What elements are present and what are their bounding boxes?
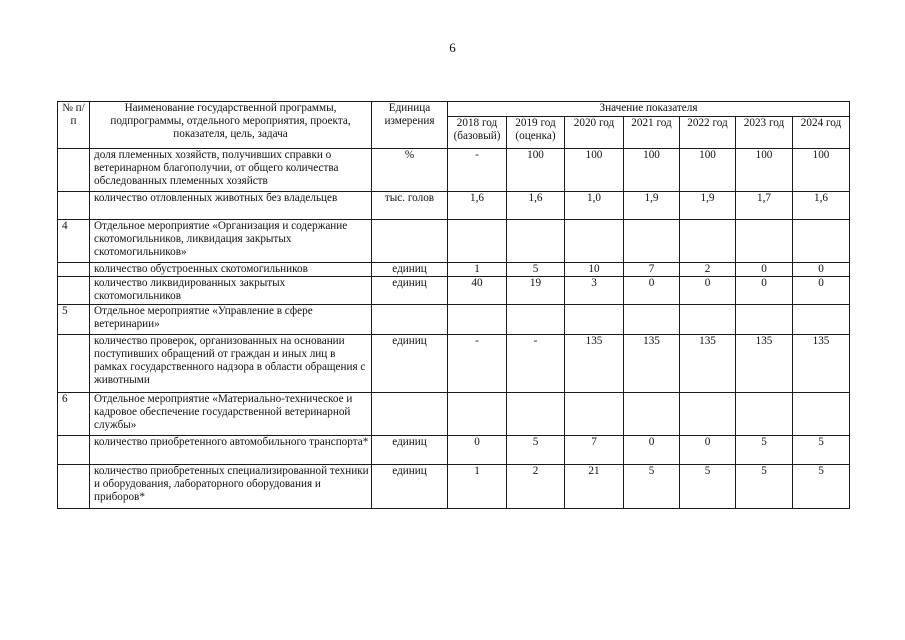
row-value: 0 [680, 436, 736, 465]
header-num: № п/п [58, 102, 90, 149]
table-row [58, 305, 850, 335]
row-value [793, 305, 850, 335]
row-value: 1,0 [565, 192, 624, 220]
row-value [793, 393, 850, 436]
row-value: 135 [736, 335, 793, 393]
row-value [448, 393, 507, 436]
row-unit: тыс. голов [372, 192, 448, 220]
row-value [565, 305, 624, 335]
table-row [58, 393, 850, 436]
row-value: 0 [680, 277, 736, 305]
row-num [58, 436, 90, 465]
row-value: 135 [793, 335, 850, 393]
header-year: 2024 год [793, 117, 850, 149]
table-row [58, 220, 850, 263]
row-unit [372, 305, 448, 335]
row-unit: единиц [372, 263, 448, 277]
row-value: 1 [448, 465, 507, 509]
row-value [507, 393, 565, 436]
row-value: 0 [793, 277, 850, 305]
table-row [58, 277, 850, 305]
row-name: доля племенных хозяйств, получивших справки о ветеринарном благополучии, от общего количества обследованных племенных хозяйств [90, 149, 372, 192]
row-value: 135 [680, 335, 736, 393]
row-num [58, 263, 90, 277]
row-value: 5 [793, 465, 850, 509]
row-value [565, 393, 624, 436]
row-value [624, 220, 680, 263]
row-value [680, 305, 736, 335]
row-value: 40 [448, 277, 507, 305]
row-num: 5 [58, 305, 90, 335]
row-value: 5 [507, 436, 565, 465]
row-num [58, 149, 90, 192]
row-value: - [448, 149, 507, 192]
row-value: 135 [624, 335, 680, 393]
row-value: 1,7 [736, 192, 793, 220]
row-value: 1,9 [624, 192, 680, 220]
row-value [448, 220, 507, 263]
header-name: Наименование государственной программы, подпрограммы, отдельного мероприятия, проекта, показателя, цель, задача [90, 102, 372, 149]
row-num: 6 [58, 393, 90, 436]
row-name: Отдельное мероприятие «Материально-техническое и кадровое обеспечение государственной ветеринарной службы» [90, 393, 372, 436]
row-name: количество ликвидированных закрытых скотомогильников [90, 277, 372, 305]
row-value: 7 [565, 436, 624, 465]
row-unit: единиц [372, 335, 448, 393]
row-value: 2 [507, 465, 565, 509]
row-unit: % [372, 149, 448, 192]
row-value: 100 [736, 149, 793, 192]
header-value-group: Значение показателя [448, 102, 850, 117]
row-unit [372, 393, 448, 436]
header-year: 2022 год [680, 117, 736, 149]
header-year: 2018 год (базовый) [448, 117, 507, 149]
row-value: 135 [565, 335, 624, 393]
row-num [58, 465, 90, 509]
header-year: 2023 год [736, 117, 793, 149]
row-value: 1,6 [448, 192, 507, 220]
row-name: Отдельное мероприятие «Организация и содержание скотомогильников, ликвидация закрытых скотомогильников» [90, 220, 372, 263]
row-value [680, 220, 736, 263]
row-unit: единиц [372, 465, 448, 509]
row-value: 7 [624, 263, 680, 277]
row-num [58, 277, 90, 305]
header-year: 2019 год (оценка) [507, 117, 565, 149]
row-value: 5 [507, 263, 565, 277]
table-row [58, 465, 850, 509]
row-value: 5 [680, 465, 736, 509]
row-value [793, 220, 850, 263]
row-num [58, 192, 90, 220]
row-value: 1,6 [793, 192, 850, 220]
row-value [624, 305, 680, 335]
row-value [507, 305, 565, 335]
row-value: 10 [565, 263, 624, 277]
row-name: количество проверок, организованных на основании поступивших обращений от граждан и иных лиц в рамках государственного надзора в области обращения с животными [90, 335, 372, 393]
row-value: 5 [736, 436, 793, 465]
row-name: Отдельное мероприятие «Управление в сфере ветеринарии» [90, 305, 372, 335]
row-value: 100 [565, 149, 624, 192]
row-value: 0 [624, 436, 680, 465]
row-unit [372, 220, 448, 263]
row-value [448, 305, 507, 335]
table-row [58, 335, 850, 393]
row-value: 100 [624, 149, 680, 192]
row-num: 4 [58, 220, 90, 263]
row-value: 2 [680, 263, 736, 277]
row-value: 100 [793, 149, 850, 192]
row-value: 19 [507, 277, 565, 305]
row-value [507, 220, 565, 263]
row-value: 0 [448, 436, 507, 465]
row-value [736, 393, 793, 436]
row-value [736, 305, 793, 335]
table-row [58, 149, 850, 192]
row-value [736, 220, 793, 263]
row-name: количество приобретенного автомобильного транспорта* [90, 436, 372, 465]
indicators-table [57, 101, 850, 509]
row-name: количество приобретенных специализированной техники и оборудования, лабораторного оборудования и приборов* [90, 465, 372, 509]
row-value: 0 [624, 277, 680, 305]
row-value: 1,6 [507, 192, 565, 220]
row-value: 100 [507, 149, 565, 192]
row-unit: единиц [372, 277, 448, 305]
row-value [624, 393, 680, 436]
row-unit: единиц [372, 436, 448, 465]
header-year: 2021 год [624, 117, 680, 149]
row-name: количество отловленных животных без владельцев [90, 192, 372, 220]
row-value [565, 220, 624, 263]
row-value: 5 [793, 436, 850, 465]
row-value: 5 [624, 465, 680, 509]
row-value: 3 [565, 277, 624, 305]
header-year: 2020 год [565, 117, 624, 149]
row-value: 100 [680, 149, 736, 192]
row-value: 0 [736, 277, 793, 305]
page-number: 6 [449, 40, 456, 55]
table-row [58, 192, 850, 220]
row-value: - [448, 335, 507, 393]
row-value: 5 [736, 465, 793, 509]
row-name: количество обустроенных скотомогильников [90, 263, 372, 277]
table-row [58, 263, 850, 277]
row-value: 1 [448, 263, 507, 277]
row-value: - [507, 335, 565, 393]
row-value: 21 [565, 465, 624, 509]
row-num [58, 335, 90, 393]
row-value: 0 [736, 263, 793, 277]
table-row [58, 436, 850, 465]
row-value: 1,9 [680, 192, 736, 220]
row-value: 0 [793, 263, 850, 277]
header-unit: Единица измерения [372, 102, 448, 149]
row-value [680, 393, 736, 436]
